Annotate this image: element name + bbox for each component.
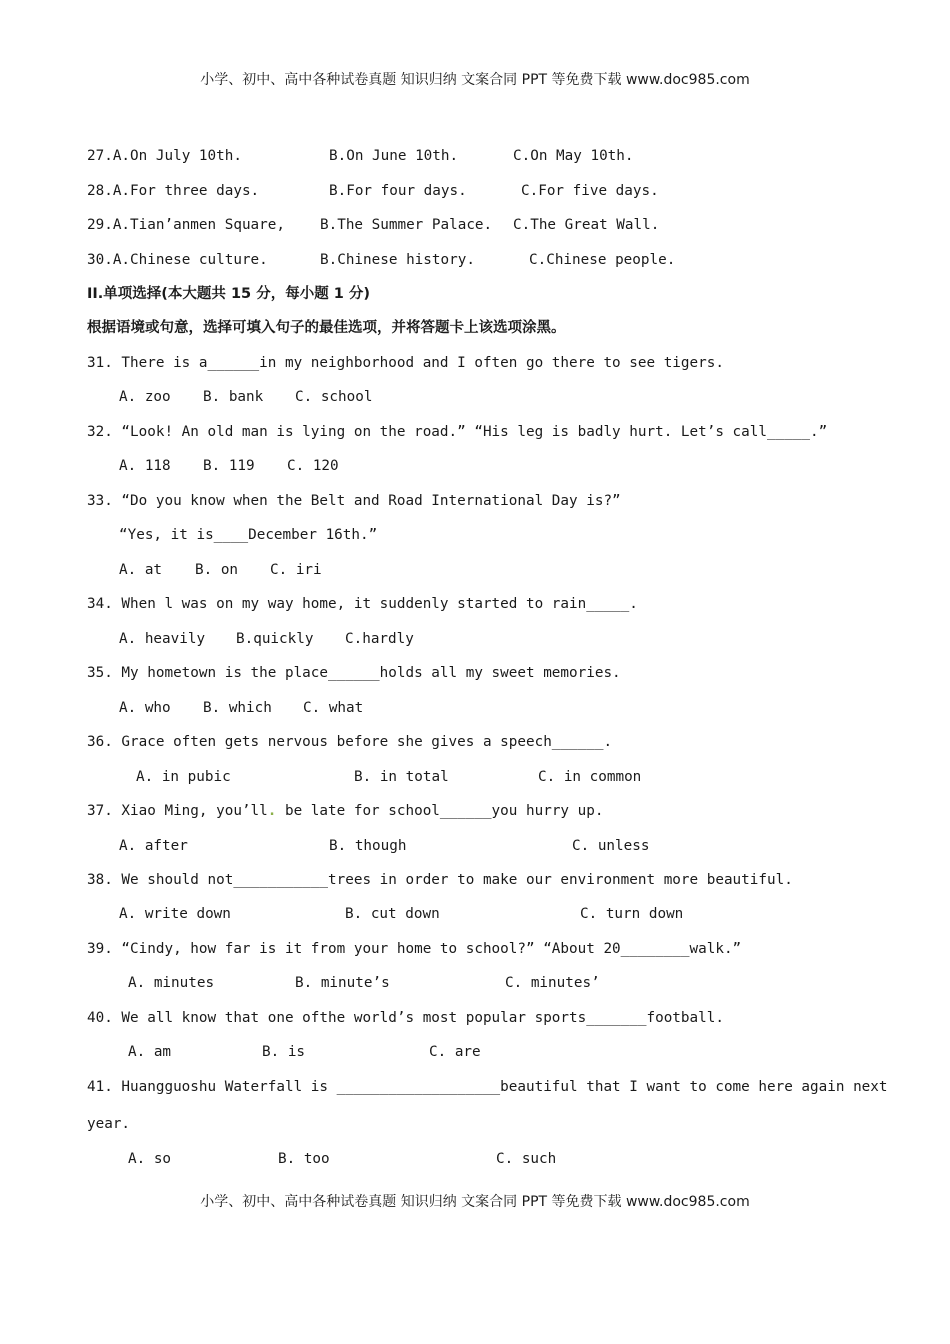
q29-a: 29.A.Tian’anmen Square, (87, 217, 285, 233)
section-title: II.单项选择(本大题共 15 分，每小题 1 分) (87, 286, 371, 302)
option-b: B. cut down (345, 906, 440, 922)
q30-c: C.Chinese people. (529, 252, 676, 268)
option-b: B. is (262, 1044, 306, 1060)
option-c: C. minutes’ (505, 975, 600, 991)
option-c: C. are (429, 1044, 481, 1060)
option-b: B. bank (203, 389, 264, 405)
option-a: A. after (119, 838, 188, 854)
option-c: C.hardly (345, 631, 414, 647)
q27-c: C.On May 10th. (513, 148, 634, 164)
q27-b: B.On June 10th. (329, 148, 459, 164)
question-stem: 40. We all know that one ofthe world’s most popular sports_______football. (87, 1010, 724, 1026)
stray-mark: . (267, 803, 277, 819)
q28-c: C.For five days. (521, 183, 659, 199)
option-b: B. in total (354, 769, 449, 785)
question-stem: 34. When l was on my way home, it suddenly started to rain_____. (87, 596, 638, 612)
option-a: A. heavily (119, 631, 206, 647)
option-c: C. iri (270, 562, 322, 578)
option-a: A. who (119, 700, 171, 716)
option-c: C. such (496, 1151, 557, 1167)
q30-b: B.Chinese history. (320, 252, 475, 268)
option-b: B. 119 (203, 458, 255, 474)
option-a: A. in pubic (136, 769, 231, 785)
q30-a: 30.A.Chinese culture. (87, 252, 268, 268)
question-stem: 35. My hometown is the place______holds all my sweet memories. (87, 665, 621, 681)
section-instruction: 根据语境或句意，选择可填入句子的最佳选项，并将答题卡上该选项涂黑。 (87, 320, 566, 336)
q28-a: 28.A.For three days. (87, 183, 260, 199)
option-c: C. unless (572, 838, 650, 854)
q27-a: 27.A.On July 10th. (87, 148, 242, 164)
option-a: A. so (128, 1151, 172, 1167)
question-stem: 33. “Do you know when the Belt and Road International Day is?” (87, 493, 621, 509)
option-a: A. am (128, 1044, 172, 1060)
option-a: A. zoo (119, 389, 171, 405)
question-stem: 41. Huangguoshu Waterfall is ___________________beautiful that I want to come here again next (87, 1079, 888, 1095)
option-a: A. at (119, 562, 163, 578)
option-b: B. on (195, 562, 239, 578)
option-c: C. in common (538, 769, 642, 785)
q29-c: C.The Great Wall. (513, 217, 660, 233)
question-stem: 36. Grace often gets nervous before she gives a speech______. (87, 734, 613, 750)
option-b: B. which (203, 700, 272, 716)
question-stem: 32. “Look! An old man is lying on the road.” “His leg is badly hurt. Let’s call_____.” (87, 424, 828, 440)
option-a: A. 118 (119, 458, 171, 474)
option-b: B. though (329, 838, 407, 854)
option-c: C. 120 (287, 458, 339, 474)
option-c: C. turn down (580, 906, 684, 922)
q29-b: B.The Summer Palace. (320, 217, 493, 233)
question-stem: 39. “Cindy, how far is it from your home to school?” “About 20________walk.” (87, 941, 742, 957)
question-stem-continued: “Yes, it is____December 16th.” (119, 527, 378, 543)
question-stem-continued: year. (87, 1116, 131, 1132)
question-stem: 31. There is a______in my neighborhood and I often go there to see tigers. (87, 355, 724, 371)
option-c: C. what (303, 700, 364, 716)
page-header: 小学、初中、高中各种试卷真题 知识归纳 文案合同 PPT 等免费下载 www.doc985.com (200, 72, 750, 88)
option-c: C. school (295, 389, 373, 405)
option-b: B. too (278, 1151, 330, 1167)
page-footer: 小学、初中、高中各种试卷真题 知识归纳 文案合同 PPT 等免费下载 www.doc985.com (200, 1194, 750, 1210)
question-stem: 38. We should not___________trees in order to make our environment more beautiful. (87, 872, 793, 888)
option-b: B. minute’s (295, 975, 390, 991)
option-b: B.quickly (236, 631, 314, 647)
question-stem: 37. Xiao Ming, you’ll. be late for school______you hurry up. (87, 803, 604, 819)
option-a: A. write down (119, 906, 231, 922)
option-a: A. minutes (128, 975, 215, 991)
q28-b: B.For four days. (329, 183, 467, 199)
